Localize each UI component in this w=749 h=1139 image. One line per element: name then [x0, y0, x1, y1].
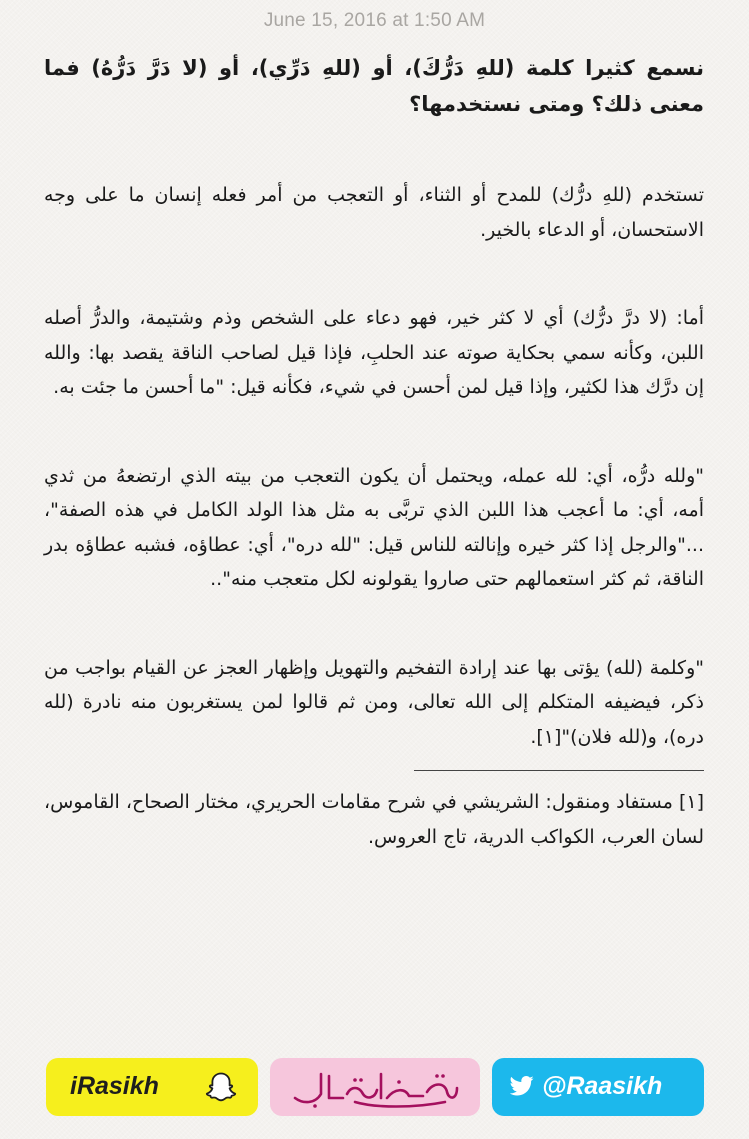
- paragraph-usage: تستخدم (للهِ درُّك) للمدح أو الثناء، أو التعجب من أمر فعله إنسان ما على وجه الاستحسان، أو الدعاء بالخير.: [44, 184, 704, 241]
- snapchat-badge[interactable]: [46, 1058, 258, 1116]
- footnote-divider: [414, 770, 704, 771]
- note-heading: نسمع كثيرا كلمة (للهِ دَرُّكَ)، أو (للهِ دَرِّي)، أو (لا دَرَّ دَرُّهُ) فما معنى ذلك؟ ومتى نستخدمها؟: [44, 56, 704, 116]
- twitter-bird-icon: [510, 1075, 534, 1097]
- twitter-badge[interactable]: [492, 1058, 704, 1116]
- paragraph-negative: أما: (لا درَّ درُّك) أي لا كثر خير، فهو دعاء على الشخص وذم وشتيمة، والدرُّ أصله اللبن، وكأنه سمي بحكاية صوته عند الحلبِ، فإذا قيل لصاحب الناقة يقصد بها: والله إن درَّك هذا لكثير، وإذا قيل لمن أحسن في شيء، فكأنه قيل: "ما أحسن ما جئت به.: [44, 307, 704, 398]
- snapchat-ghost-icon: [204, 1071, 238, 1103]
- snapchat-handle: iRasikh: [70, 1072, 159, 1100]
- paragraph-meaning: "ولله درُّه، أي: لله عمله، ويحتمل أن يكون التعجب من بيته الذي ارتضعهُ من ثدي أمه، أي: ما أعجب هذا اللبن الذي تربَّى به مثل هذا الولد الكامل في هذه الصفة"، ..."والرجل إذا كثر خيره وإنالته للناس قيل: "لله دره"، أي: عطاؤه، فشبه عطاؤه بدر الناقة، ثم كثر استعمالهم حتى صاروا يقولونه لكل متعجب منه"..: [44, 464, 704, 590]
- calligraphy-logo-badge[interactable]: [270, 1058, 480, 1116]
- note-timestamp: June 15, 2016 at 1:50 AM: [263, 10, 486, 31]
- footnote: [١] مستفاد ومنقول: الشريشي في شرح مقامات الحريري، مختار الصحاح، القاموس، لسان العرب، الكواكب الدرية، تاج العروس.: [44, 791, 704, 848]
- calligraphy-logo: [285, 1064, 465, 1110]
- twitter-handle: @Raasikh: [542, 1072, 663, 1100]
- paragraph-word-lillah: "وكلمة (لله) يؤتى بها عند إرادة التفخيم والتهويل وإظهار العجز عن القيام بواجب من ذكر، فيضيفه المتكلم إلى الله تعالى، ومن ثم قالوا لمن يستغربون منه نادرة (لله دره)، و(لله فلان)"[١].: [44, 656, 704, 748]
- note-body: [44, 50, 704, 854]
- footer-badges: [45, 1058, 705, 1116]
